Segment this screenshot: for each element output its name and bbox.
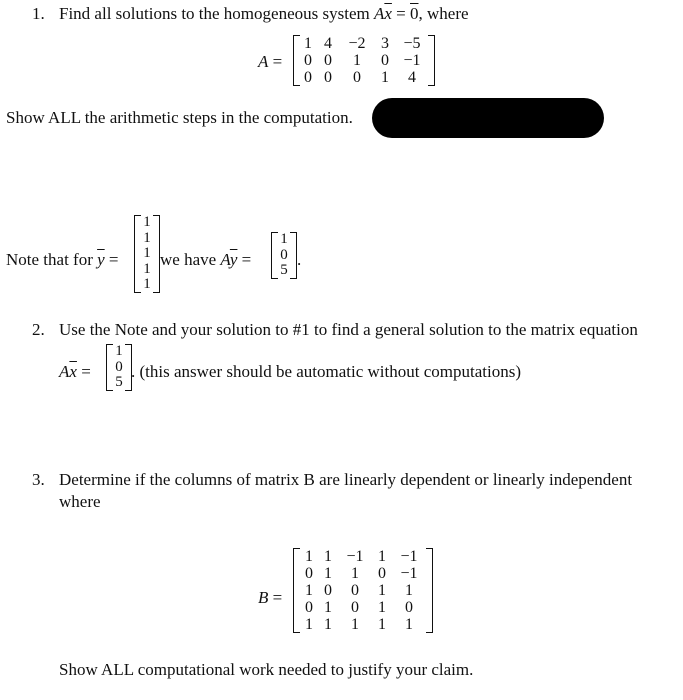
matrix-a [293, 35, 435, 86]
matrix-a-label: A = [258, 52, 283, 71]
matrix-entry: 1 [304, 35, 312, 52]
vector-entry: 1 [280, 231, 288, 247]
matrix-b-label: B = [258, 588, 283, 607]
vector-entry: 1 [143, 214, 151, 230]
matrix-entry: 0 [304, 52, 312, 69]
redaction-mark [372, 98, 604, 138]
matrix-entry: 1 [378, 616, 386, 633]
matrix-entry: 1 [353, 52, 361, 69]
matrix-entry: 3 [381, 35, 389, 52]
matrix-entry: 1 [305, 582, 313, 599]
matrix-entry: 1 [405, 616, 413, 633]
vector-entry: 1 [143, 229, 151, 246]
matrix-entry: 0 [305, 599, 313, 616]
matrix-entry: 1 [351, 616, 359, 633]
matrix-entry: 1 [351, 565, 359, 582]
matrix-entry: 1 [324, 616, 332, 633]
vector-entry: 1 [143, 276, 151, 292]
problem-3-show-all: Show ALL computational work needed to justify your claim. [59, 660, 474, 679]
matrix-entry: −1 [403, 52, 421, 69]
vector-entry: 0 [115, 358, 123, 375]
note-we-have: we have $A\overline{y}$ = [160, 250, 252, 269]
note-period: . [297, 250, 302, 269]
matrix-entry: 0 [304, 69, 312, 86]
problem-2-text: Use the Note and your solution to #1 to find a general solution to the matrix equation [59, 320, 638, 339]
matrix-b [293, 548, 433, 633]
problem-1-number: 1. [32, 4, 45, 23]
matrix-entry: 0 [381, 52, 389, 69]
problem-3-text-line1: Determine if the columns of matrix B are linearly dependent or linearly independent [59, 470, 633, 489]
vector-entry: 1 [143, 260, 151, 277]
matrix-entry: 1 [405, 582, 413, 599]
matrix-entry: 0 [324, 582, 332, 599]
matrix-entry: −1 [346, 548, 364, 565]
matrix-entry: 0 [353, 69, 361, 86]
problem-2-note: . (this answer should be automatic without computations) [131, 362, 521, 381]
vector-y [134, 215, 160, 293]
vector-entry: 1 [143, 245, 151, 261]
problem-1-prompt: Find all solutions to the homogeneous system $A\overline{x} = 0$, where [59, 4, 469, 23]
matrix-entry: 1 [305, 548, 313, 565]
matrix-entry: 1 [324, 565, 332, 582]
vector-entry: 0 [280, 246, 288, 263]
note-text: Note that for $\overline{y}$ = [6, 250, 119, 269]
matrix-entry: 1 [381, 69, 389, 86]
matrix-entry: 1 [378, 582, 386, 599]
matrix-entry: 0 [378, 565, 386, 582]
matrix-entry: 0 [305, 565, 313, 582]
problem-3-text-line2: where [59, 492, 101, 511]
problem-3-number: 3. [32, 470, 45, 489]
matrix-entry: 0 [405, 599, 413, 616]
vector-entry: 5 [280, 262, 288, 278]
matrix-entry: 4 [408, 69, 416, 86]
vector-entry: 5 [115, 374, 123, 390]
matrix-entry: 4 [324, 35, 332, 52]
matrix-entry: 1 [305, 616, 313, 633]
vector-entry: 1 [115, 343, 123, 359]
matrix-entry: 0 [324, 52, 332, 69]
problem-2-number: 2. [32, 320, 45, 339]
matrix-entry: 1 [324, 548, 332, 565]
matrix-entry: 0 [324, 69, 332, 86]
vector-ay [271, 232, 297, 279]
matrix-entry: 0 [351, 582, 359, 599]
matrix-entry: 1 [378, 599, 386, 616]
problem-1-show-all: Show ALL the arithmetic steps in the computation. [6, 108, 353, 127]
matrix-entry: 0 [351, 599, 359, 616]
vector-b [106, 344, 132, 391]
matrix-entry: 1 [324, 599, 332, 616]
matrix-entry: −2 [348, 35, 366, 52]
matrix-entry: −1 [400, 565, 418, 582]
problem-2-equation: $A\overline{x}$ = [59, 362, 91, 381]
matrix-entry: −5 [403, 35, 421, 52]
matrix-entry: −1 [400, 548, 418, 565]
matrix-entry: 1 [378, 548, 386, 565]
